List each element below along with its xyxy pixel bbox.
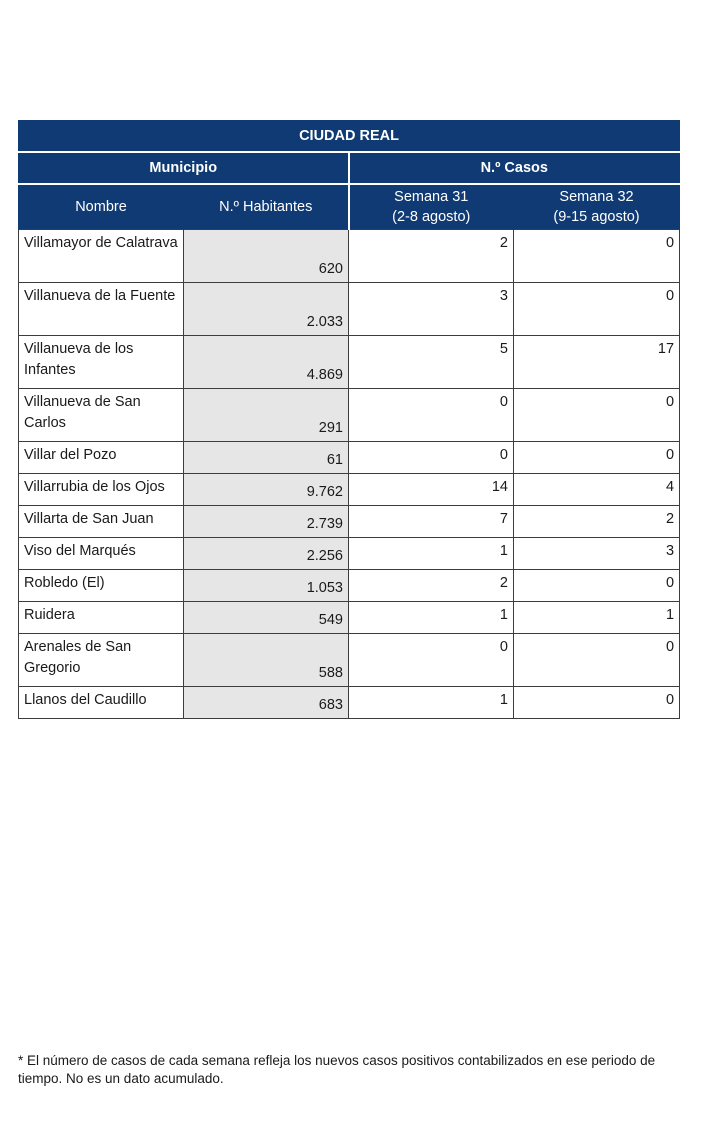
semana31-value: 5 (349, 336, 514, 389)
column-header-semana32 (514, 184, 680, 230)
municipio-name: Villarrubia de los Ojos (19, 474, 184, 506)
semana31-value: 1 (349, 602, 514, 634)
semana32-value: 0 (514, 230, 680, 283)
table-row (19, 687, 680, 719)
cases-table (18, 120, 680, 719)
column-header-nombre: Nombre (19, 184, 184, 230)
semana31-label: Semana 31 (394, 189, 469, 205)
table-row (19, 336, 680, 389)
habitantes-value: 588 (184, 634, 349, 687)
municipio-name: Villanueva de los Infantes (19, 336, 184, 389)
habitantes-value: 549 (184, 602, 349, 634)
semana32-value: 17 (514, 336, 680, 389)
habitantes-value: 9.762 (184, 474, 349, 506)
table-row (19, 634, 680, 687)
semana31-value: 3 (349, 283, 514, 336)
municipio-name: Arenales de San Gregorio (19, 634, 184, 687)
habitantes-value: 291 (184, 389, 349, 442)
semana32-value: 2 (514, 506, 680, 538)
table-row (19, 570, 680, 602)
semana31-value: 2 (349, 570, 514, 602)
semana31-value: 1 (349, 687, 514, 719)
habitantes-value: 683 (184, 687, 349, 719)
group-header-casos: N.º Casos (349, 152, 680, 184)
semana31-range: (2-8 agosto) (392, 209, 471, 225)
semana32-value: 4 (514, 474, 680, 506)
semana32-value: 0 (514, 634, 680, 687)
table-row (19, 506, 680, 538)
table-title: CIUDAD REAL (19, 121, 680, 153)
municipio-name: Villarta de San Juan (19, 506, 184, 538)
semana32-value: 3 (514, 538, 680, 570)
municipio-name: Villanueva de la Fuente (19, 283, 184, 336)
municipio-name: Villamayor de Calatrava (19, 230, 184, 283)
table-row (19, 230, 680, 283)
habitantes-value: 2.256 (184, 538, 349, 570)
semana31-value: 14 (349, 474, 514, 506)
habitantes-value: 620 (184, 230, 349, 283)
habitantes-value: 61 (184, 442, 349, 474)
semana31-value: 7 (349, 506, 514, 538)
semana32-value: 0 (514, 283, 680, 336)
table-row (19, 538, 680, 570)
semana32-value: 0 (514, 389, 680, 442)
table-row (19, 474, 680, 506)
municipio-name: Villanueva de San Carlos (19, 389, 184, 442)
semana32-value: 0 (514, 687, 680, 719)
semana32-range: (9-15 agosto) (553, 209, 640, 225)
habitantes-value: 2.033 (184, 283, 349, 336)
semana31-value: 0 (349, 389, 514, 442)
semana31-value: 2 (349, 230, 514, 283)
municipio-name: Villar del Pozo (19, 442, 184, 474)
habitantes-value: 2.739 (184, 506, 349, 538)
group-header-municipio: Municipio (19, 152, 349, 184)
table-row (19, 442, 680, 474)
table-row (19, 602, 680, 634)
semana32-value: 0 (514, 570, 680, 602)
semana32-value: 1 (514, 602, 680, 634)
municipio-name: Robledo (El) (19, 570, 184, 602)
column-header-semana31 (349, 184, 514, 230)
municipio-name: Llanos del Caudillo (19, 687, 184, 719)
municipio-name: Ruidera (19, 602, 184, 634)
habitantes-value: 1.053 (184, 570, 349, 602)
semana31-value: 1 (349, 538, 514, 570)
municipio-name: Viso del Marqués (19, 538, 184, 570)
column-header-habitantes: N.º Habitantes (184, 184, 349, 230)
table-row (19, 389, 680, 442)
semana31-value: 0 (349, 442, 514, 474)
semana32-value: 0 (514, 442, 680, 474)
semana31-value: 0 (349, 634, 514, 687)
habitantes-value: 4.869 (184, 336, 349, 389)
semana32-label: Semana 32 (559, 189, 634, 205)
table-row (19, 283, 680, 336)
footnote: * El número de casos de cada semana refleja los nuevos casos positivos contabilizados en ese periodo de tiempo. No es un dato acumulado. (18, 1053, 656, 1086)
